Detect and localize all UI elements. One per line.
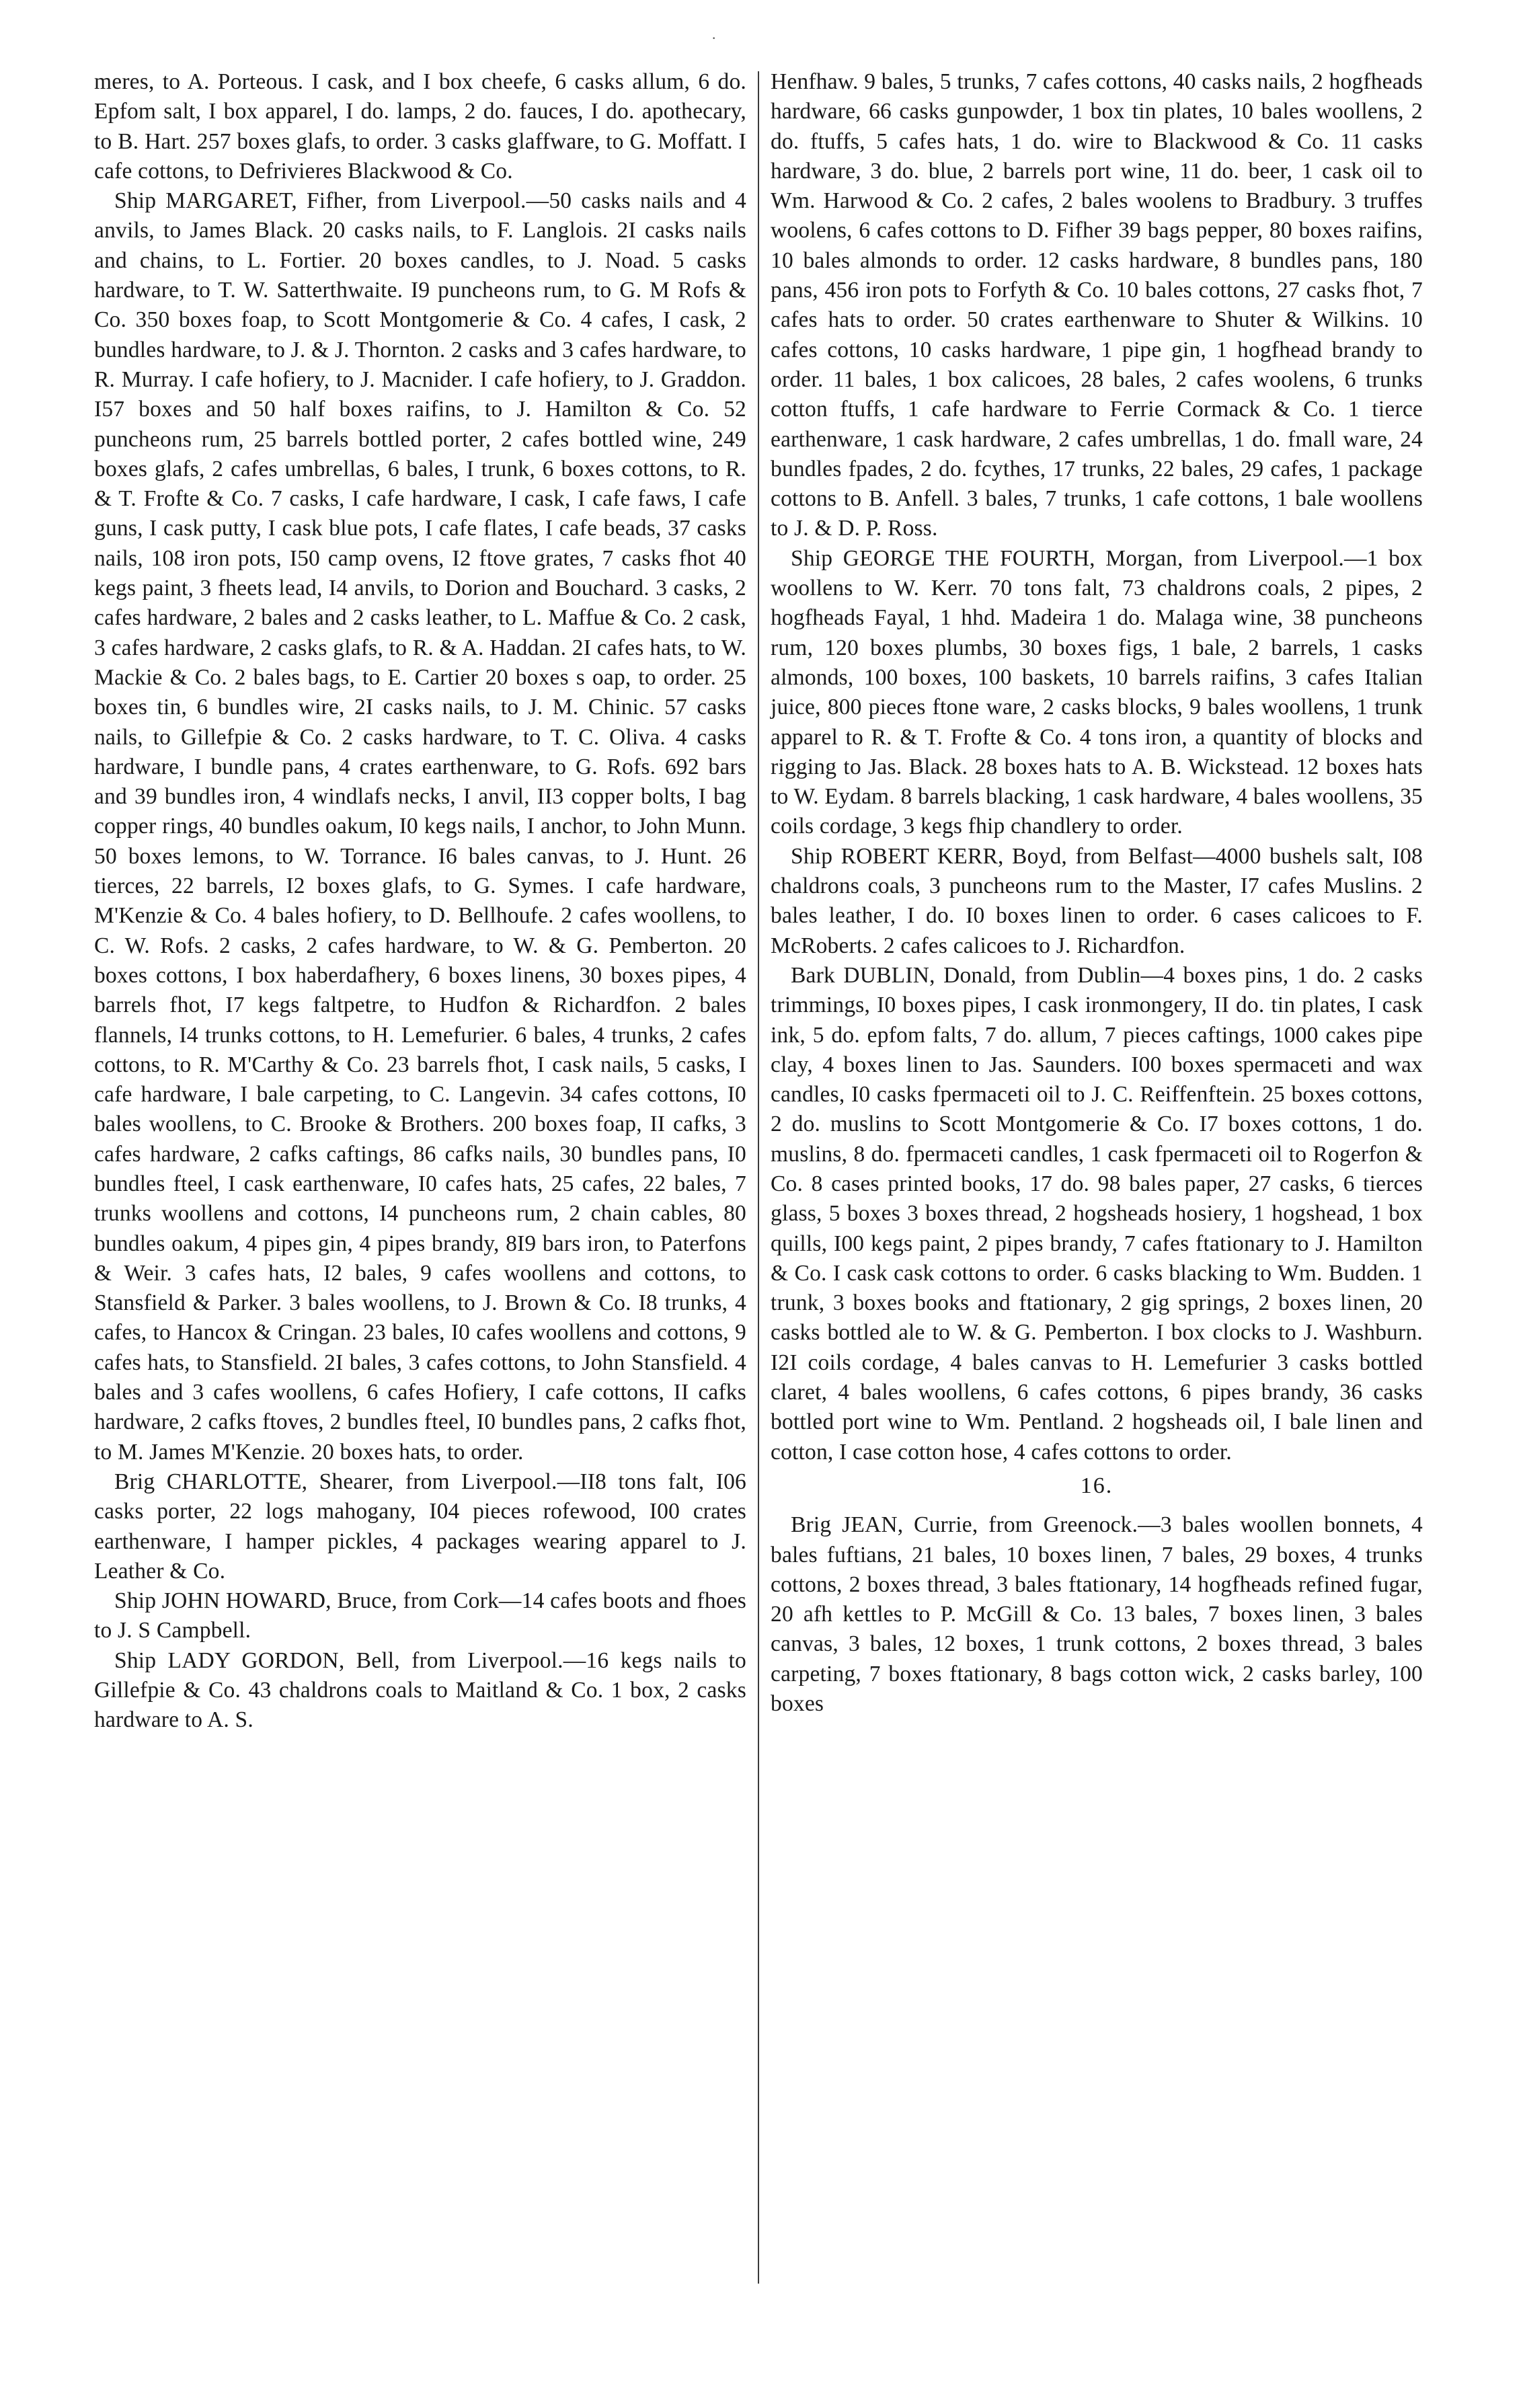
- shipping-entry: Ship LADY GORDON, Bell, from Liverpool.—16 kegs nails to Gillefpie & Co. 43 chaldrons coals to Maitland & Co. 1 box, 2 casks hardware to A. S.: [94, 1647, 746, 1733]
- shipping-entry: Henfhaw. 9 bales, 5 trunks, 7 cafes cottons, 40 casks nails, 2 hogfheads hardware, 66 casks gunpowder, 1 box tin plates, 10 bales woollens, 2 do. ftuffs, 5 cafes hats, 1 do. wire to Blackwood & Co. 11 casks hardware, 3 do. blue, 2 barrels port wine, 11 do. beer, 1 cask oil to Wm. Harwood & Co. 2 cafes, 2 bales woolens to Bradbury. 3 truffes woolens, 6 cafes cottons to D. Fifher 39 bags pepper, 80 boxes raifins, 10 bales almonds to order. 12 casks hardware, 8 bundles pans, 180 pans, 456 iron pots to Forfyth & Co. 10 bales cottons, 27 casks fhot, 7 cafes hats to order. 50 crates earthenware to Shuter & Wilkins. 10 cafes cottons, 10 casks hardware, 1 pipe gin, 1 hogfhead brandy to order. 11 bales, 1 box calicoes, 28 bales, 2 cafes woolens, 6 trunks cotton ftuffs, 1 cafe hardware to Ferrie Cormack & Co. 1 tierce earthenware, 1 cask hardware, 2 cafes umbrellas, 1 do. fmall ware, 24 bundles fpades, 2 do. fcythes, 17 trunks, 22 bales, 29 cafes, 1 package cottons to B. Anfell. 3 bales, 7 trunks, 1 cafe cottons, 1 bale woollens to J. & D. P. Ross.: [771, 69, 1423, 541]
- shipping-entry: Brig JEAN, Currie, from Greenock.—3 bales woollen bonnets, 4 bales fuftians, 21 bales, 10 boxes linen, 7 bales, 29 boxes, 4 trunks cottons, 2 boxes thread, 3 bales ftationary, 14 hogfheads refined fugar, 20 afh kettles to P. McGill & Co. 13 bales, 7 boxes linen, 3 bales canvas, 3 bales, 12 boxes, 1 trunk cottons, 2 boxes thread, 3 bales carpeting, 7 boxes ftationary, 8 bags cotton wick, 2 casks barley, 100 boxes: [771, 1512, 1423, 1717]
- left-column: [94, 67, 746, 1736]
- right-column: [771, 67, 1423, 1719]
- shipping-entry: Brig CHARLOTTE, Shearer, from Liverpool.—II8 tons falt, I06 casks porter, 22 logs mahogany, I04 pieces rofewood, I00 crates earthenware, I hamper pickles, 4 packages wearing apparel to J. Leather & Co.: [94, 1469, 746, 1584]
- page-speck: ·: [711, 30, 717, 46]
- shipping-entry: Bark DUBLIN, Donald, from Dublin—4 boxes pins, 1 do. 2 casks trimmings, I0 boxes pipes, I cask ironmongery, II do. tin plates, I cask ink, 5 do. epfom falts, 7 do. allum, 7 pieces caftings, 1000 cakes pipe clay, 4 boxes linen to Jas. Saunders. I00 boxes spermaceti and wax candles, I0 casks fpermaceti oil to J. C. Reiffenftein. 25 boxes cottons, 2 do. muslins to Scott Montgomerie & Co. I7 boxes cottons, 1 do. muslins, 8 do. fpermaceti candles, 1 cask fpermaceti oil to Rogerfon & Co. 8 cases printed books, 17 do. 98 bales paper, 27 casks, 6 tierces glass, 5 boxes 3 boxes thread, 2 hogsheads hosiery, 1 hogshead, 1 box quills, I00 kegs paint, 2 pipes brandy, 7 cafes ftationary to J. Hamilton & Co. I cask cask cottons to order. 6 casks blacking to Wm. Budden. 1 trunk, 3 boxes books and ftationary, 2 gig springs, 2 boxes linen, 20 casks bottled ale to W. & G. Pemberton. I box clocks to J. Washburn. I2I coils cordage, 4 bales canvas to H. Lemefurier 3 casks bottled claret, 4 bales woollens, 6 cafes cottons, 6 pipes brandy, 36 casks bottled port wine to Wm. Pentland. 2 hogsheads oil, I bale linen and cotton, I case cotton hose, 4 cafes cottons to order.: [771, 962, 1423, 1465]
- shipping-entry: meres, to A. Porteous. I cask, and I box cheefe, 6 casks allum, 6 do. Epfom salt, I box apparel, I do. lamps, 2 do. fauces, I do. apothecary, to B. Hart. 257 boxes glafs, to order. 3 casks glaffware, to G. Moffatt. I cafe cottons, to Defrivieres Blackwood & Co.: [94, 69, 746, 184]
- date-marker: 16.: [1080, 1473, 1113, 1498]
- column-divider: [758, 71, 759, 2284]
- shipping-entry: Ship JOHN HOWARD, Bruce, from Cork—14 cafes boots and fhoes to J. S Campbell.: [94, 1588, 746, 1643]
- shipping-entry: Ship GEORGE THE FOURTH, Morgan, from Liverpool.—1 box woollens to W. Kerr. 70 tons falt, 73 chaldrons coals, 2 pipes, 2 hogfheads Fayal, 1 hhd. Madeira 1 do. Malaga wine, 38 puncheons rum, 120 boxes plumbs, 30 boxes figs, 1 bale, 2 barrels, 1 casks almonds, 100 boxes, 100 baskets, 10 barrels raifins, 3 cafes Italian juice, 800 pieces ftone ware, 2 casks blocks, 9 bales woollens, 1 trunk apparel to R. & T. Frofte & Co. 4 tons iron, a quantity of blocks and rigging to Jas. Black. 28 boxes hats to A. B. Wickstead. 12 boxes hats to W. Eydam. 8 barrels blacking, 1 cask hardware, 4 bales woollens, 35 coils cordage, 3 kegs fhip chandlery to order.: [771, 545, 1423, 839]
- shipping-entry: Ship MARGARET, Fifher, from Liverpool.—50 casks nails and 4 anvils, to James Black. 20 casks nails, to F. Langlois. 2I casks nails and chains, to L. Fortier. 20 boxes candles, to J. Noad. 5 casks hardware, to T. W. Satterthwaite. I9 puncheons rum, to G. M Rofs & Co. 350 boxes foap, to Scott Montgomerie & Co. 4 cafes, I cask, 2 bundles hardware, to J. & J. Thornton. 2 casks and 3 cafes hardware, to R. Murray. I cafe hofiery, to J. Macnider. I cafe hofiery, to J. Graddon. I57 boxes and 50 half boxes raifins, to J. Hamilton & Co. 52 puncheons rum, 25 barrels bottled porter, 2 cafes bottled wine, 249 boxes glafs, 2 cafes umbrellas, 6 bales, I trunk, 6 boxes cottons, to R. & T. Frofte & Co. 7 casks, I cafe hardware, I cask, I cafe faws, I cafe guns, I cask putty, I cask blue pots, I cafe flates, I cafe beads, 37 casks nails, 108 iron pots, I50 camp ovens, I2 ftove grates, 7 casks fhot 40 kegs paint, 3 fheets lead, I4 anvils, to Dorion and Bouchard. 3 casks, 2 cafes hardware, 2 bales and 2 casks leather, to L. Maffue & Co. 2 cask, 3 cafes hardware, 2 casks glafs, to R. & A. Haddan. 2I cafes hats, to W. Mackie & Co. 2 bales bags, to E. Cartier 20 boxes s oap, to order. 25 boxes tin, 6 bundles wire, 2I casks nails, to J. M. Chinic. 57 casks nails, to Gillefpie & Co. 2 casks hardware, to T. C. Oliva. 4 casks hardware, I bundle pans, 4 crates earthenware, to G. Rofs. 692 bars and 39 bundles iron, 4 windlafs necks, I anvil, II3 copper bolts, I bag copper rings, 40 bundles oakum, I0 kegs nails, I anchor, to John Munn. 50 boxes lemons, to W. Torrance. I6 bales canvas, to J. Hunt. 26 tierces, 22 barrels, I2 boxes glafs, to G. Symes. I cafe hardware, M'Kenzie & Co. 4 bales hofiery, to D. Bellhoufe. 2 cafes woollens, to C. W. Rofs. 2 casks, 2 cafes hardware, to W. & G. Pemberton. 20 boxes cottons, I box haberdafhery, 6 boxes linens, 30 boxes pipes, 4 barrels fhot, I7 kegs faltpetre, to Hudfon & Richardfon. 2 bales flannels, I4 trunks cottons, to H. Lemefurier. 6 bales, 4 trunks, 2 cafes cottons, to R. M'Carthy & Co. 23 barrels fhot, I cask nails, 5 casks, I cafe hardware, I bale carpeting, to C. Langevin. 34 cafes cottons, I0 bales woollens, to C. Brooke & Brothers. 200 boxes foap, II cafks, 3 cafes hardware, 2 cafks caftings, 86 cafks nails, 30 bundles pans, I0 bundles fteel, I cask earthenware, I0 cafes hats, 25 cafes, 22 bales, 7 trunks woollens and cottons, I4 puncheons rum, 2 chain cables, 80 bundles oakum, 4 pipes gin, 4 pipes brandy, 8I9 bars iron, to Paterfons & Weir. 3 cafes hats, I2 bales, 9 cafes woollens and cottons, to Stansfield & Parker. 3 bales woollens, to J. Brown & Co. I8 trunks, 4 cafes, to Hancox & Cringan. 23 bales, I0 cafes woollens and cottons, 9 cafes hats, to Stansfield. 2I bales, 3 cafes cottons, to John Stansfield. 4 bales and 3 cafes woollens, 6 cafes Hofiery, I cafe cottons, II cafks hardware, 2 cafks ftoves, 2 bundles fteel, I0 bundles pans, 2 cafks fhot, to M. James M'Kenzie. 20 boxes hats, to order.: [94, 188, 746, 1465]
- shipping-entry: Ship ROBERT KERR, Boyd, from Belfast—4000 bushels salt, I08 chaldrons coals, 3 puncheons rum to the Master, I7 cafes Muslins. 2 bales leather, I do. I0 boxes linen to order. 6 cases calicoes to F. McRoberts. 2 cafes calicoes to J. Richardfon.: [771, 843, 1423, 958]
